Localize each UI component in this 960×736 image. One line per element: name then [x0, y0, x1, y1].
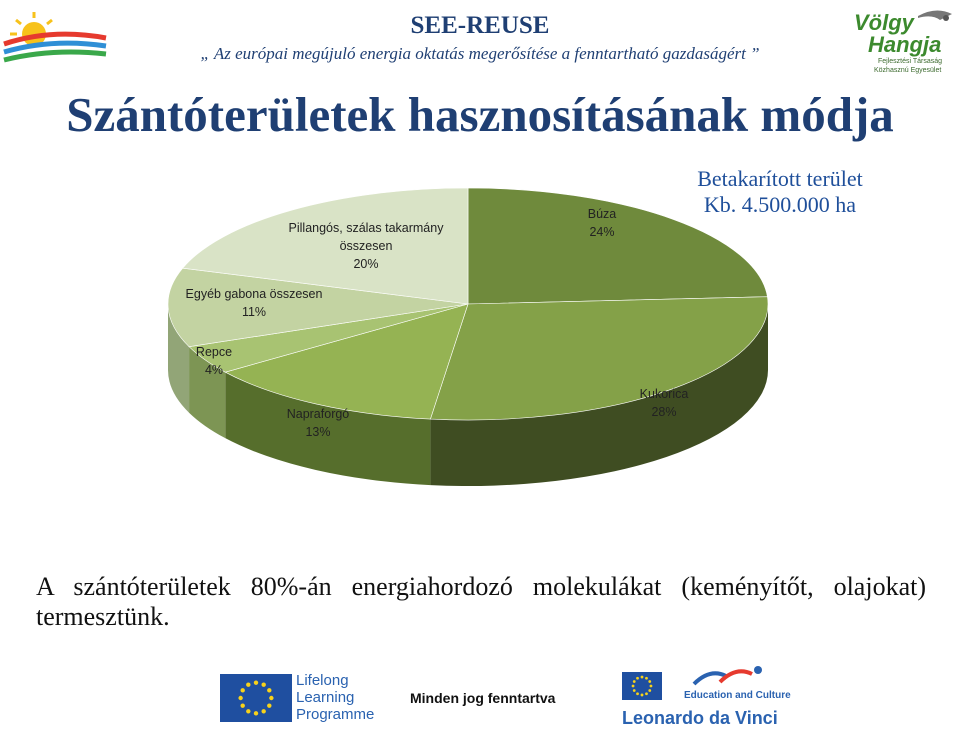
leonardo-da-vinci-text: Leonardo da Vinci [622, 708, 778, 728]
llp-line-1: Lifelong [296, 672, 349, 689]
llp-line-2: Learning [296, 689, 355, 706]
logo-word-2: Hangja [868, 32, 942, 57]
pie-slice-group [168, 188, 768, 420]
harvest-info [680, 166, 880, 218]
education-culture-text: Education and Culture [684, 690, 791, 701]
education-culture-logo-icon [690, 662, 770, 692]
statement-text: A szántóterületek 80%-án energiahordozó molekulákat (keményítőt, olajokat) termesztünk. [36, 572, 926, 631]
logo-word-1: Völgy [854, 10, 914, 35]
pie-label-5: Egyéb gabona összesen 11% [185, 287, 323, 319]
header-title: SEE-REUSE [410, 12, 550, 39]
eu-flag-icon [220, 674, 292, 722]
pie-label-3: Napraforgó 13% [286, 407, 350, 439]
footer-rights: Minden jog fenntartva [410, 690, 556, 706]
harvest-info-line1: Betakarított terület [697, 166, 863, 191]
logo-caption-1: Fejlesztési Társaság [878, 58, 943, 65]
llp-logo-text [296, 672, 374, 723]
pie-label-2: Kukorica 28% [639, 387, 689, 419]
pie-label-4: Repce 4% [195, 345, 233, 377]
pie-label-1: Búza 24% [587, 207, 617, 239]
logo-caption-2: Közhasznú Egyesület [874, 67, 942, 74]
eu-flag-small-icon [622, 672, 662, 700]
header-subtitle: „ Az európai megújuló energia oktatás megerősítése a fenntartható gazdaságért ” [200, 44, 760, 63]
llp-line-3: Programme [296, 706, 375, 723]
main-title: Szántóterületek hasznosításának módja [66, 87, 894, 142]
pie-label-6: Pillangós, szálas takarmány összesen 20% [288, 221, 444, 271]
harvest-info-line2: Kb. 4.500.000 ha [703, 192, 857, 217]
